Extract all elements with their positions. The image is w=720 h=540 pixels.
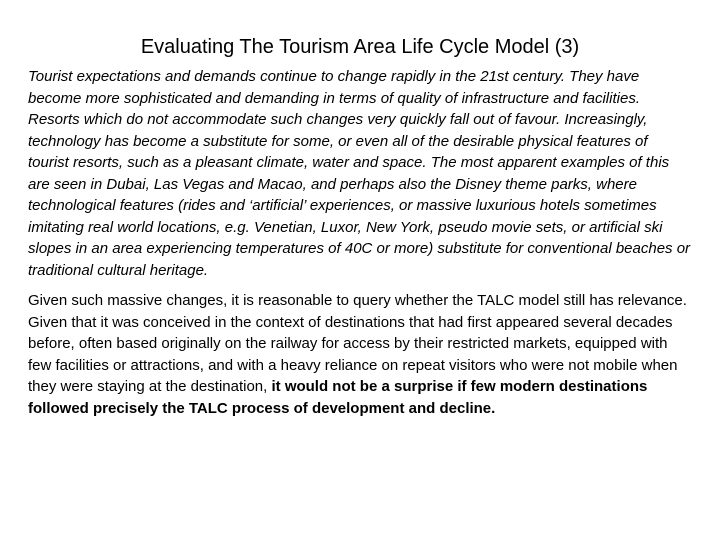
slide-title: Evaluating The Tourism Area Life Cycle Model (3) bbox=[140, 36, 580, 59]
paragraph-tourist-expectations: Tourist expectations and demands continue to change rapidly in the 21st century. They have become more sophisticated and demanding in terms of quality of infrastructure and facilities. Resorts which do not accommodate such changes very quickly fall out of favour. Increasingly, technology has become a substitute for some, or even all of the desirable physical features of tourist resorts, such as a pleasant climate, water and space. The most apparent examples of this are seen in Dubai, Las Vegas and Macao, and perhaps also the Disney theme parks, where technological features (rides and ‘artificial’ experiences, or massive luxurious hotels sometimes imitating real world locations, e.g. Venetian, Luxor, New York, pseudo movie sets, or artificial ski slopes in an area experiencing temperatures of 40C or more) substitute for conventional beaches or traditional cultural heritage. bbox=[28, 68, 691, 279]
paragraph-talc-relevance-text: Given such massive changes, it is reasonable to query whether the TALC model still has relevance. Given that it was conceived in the context of destinations that had first appeared several decades before, often based originally on the railway for access by their restricted markets, equipped with few facilities or attractions, and with a heavy reliance on repeat visitors who were not mobile when they were staying at the destination, bbox=[28, 292, 687, 395]
slide-body bbox=[28, 66, 692, 419]
paragraph-talc-relevance-conclusion: it would not be a surprise if few modern destinations followed precisely the TALC process of development and decline. bbox=[28, 378, 648, 417]
paragraph-talc-relevance bbox=[28, 290, 692, 419]
